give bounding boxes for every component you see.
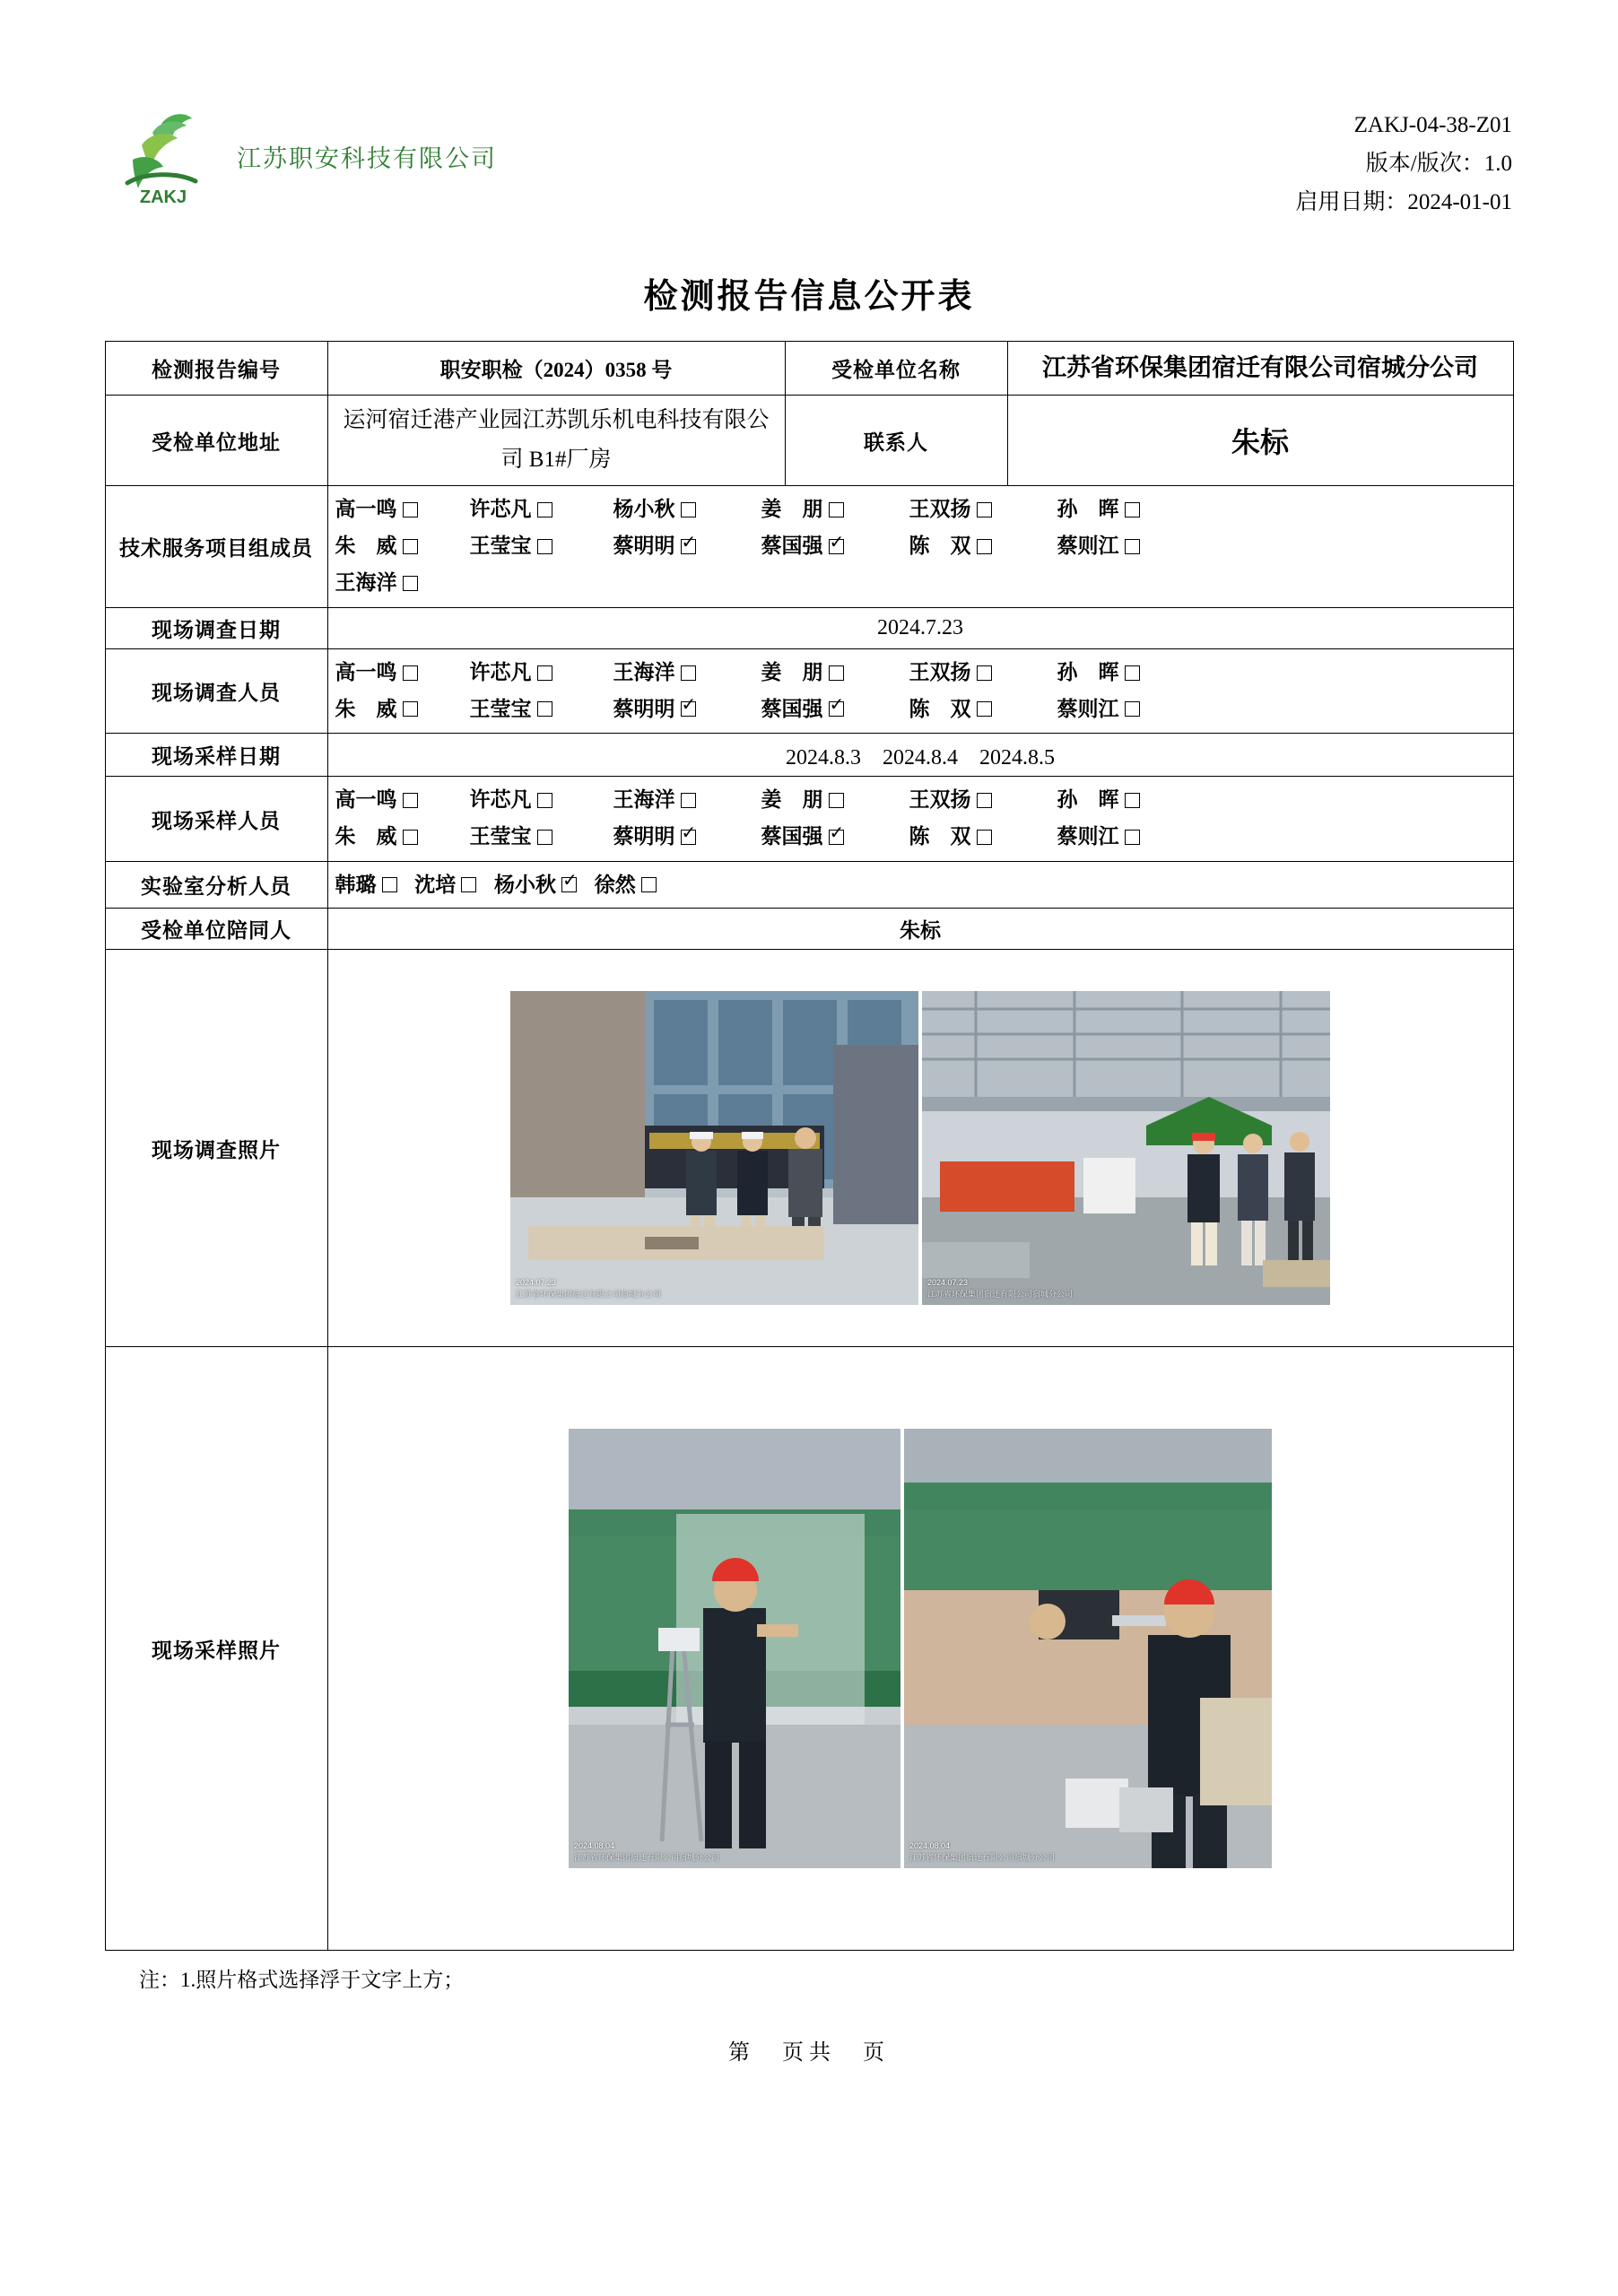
photo-timestamp: 2024.07.23 [516,1278,557,1288]
checkbox-item[interactable]: 许芯凡 [470,491,613,528]
checkbox-item[interactable]: 蔡则江 [1057,819,1192,856]
checkbox[interactable] [537,830,552,845]
label-contact: 联系人 [785,396,1007,486]
checkbox-item[interactable]: 高一鸣 [335,782,470,819]
photo-caption: 江苏省环保集团宿迁有限公司宿城分公司 [574,1853,720,1863]
survey-photo-2 [922,991,1330,1305]
checkbox[interactable] [1125,539,1140,554]
checkbox[interactable] [1125,830,1140,845]
checkbox-item[interactable]: 许芯凡 [470,782,613,819]
checkbox[interactable] [1125,701,1140,717]
checkbox[interactable] [1125,502,1140,517]
page-number: 第 页共 页 [728,2041,890,2066]
checkbox[interactable] [403,793,418,808]
label-survey-date: 现场调查日期 [105,607,327,648]
table-row-client-address [105,396,1513,486]
report-info-table [105,341,1514,1951]
sampling-photo-group [335,1352,1506,1944]
checkbox[interactable] [681,502,696,517]
checkbox-item[interactable]: 蔡国强 ✓ [761,819,909,856]
checkbox-item[interactable]: 朱 威 [335,528,470,565]
checkbox-item[interactable]: 高一鸣 [335,655,470,691]
checkbox-item[interactable]: 王海洋 [613,782,761,819]
checkbox-item[interactable]: 陈 双 [909,691,1057,728]
value-client-name: 江苏省环保集团宿迁有限公司宿城分公司 [1007,342,1513,396]
checkbox-item[interactable]: 高一鸣 [335,491,470,528]
checkbox-item[interactable]: 蔡明明 ✓ [613,528,761,565]
value-client-address: 运河宿迁港产业园江苏凯乐机电科技有限公司 B1#厂房 [327,396,785,486]
doc-code: ZAKJ-04-38-Z01 [1353,113,1512,137]
checkbox-item[interactable]: 孙 晖 [1057,782,1192,819]
label-client-name: 受检单位名称 [785,342,1007,396]
label-client-address: 受检单位地址 [105,396,327,486]
checkbox-item[interactable]: 朱 威 [335,819,470,856]
sampling-photo-cell [327,1347,1513,1951]
checkbox-item[interactable]: 王莹宝 [470,691,613,728]
checkbox[interactable] [829,539,844,554]
checkbox-item[interactable]: 徐然 [595,867,657,902]
checkbox[interactable] [537,665,552,681]
checkbox[interactable] [382,877,397,892]
checkbox[interactable] [977,793,992,808]
label-sampling-photos: 现场采样照片 [105,1347,327,1951]
checkbox[interactable] [537,539,552,554]
photo-caption: 江苏省环保集团宿迁有限公司宿城分公司 [909,1853,1056,1863]
sampling-photo-2 [904,1429,1272,1868]
doc-effective-date: 启用日期：2024-01-01 [1295,190,1512,214]
checkbox-item[interactable]: 姜 朋 [761,655,909,691]
label-team: 技术服务项目组成员 [105,485,327,607]
checkbox[interactable] [1125,793,1140,808]
checkbox[interactable] [829,830,844,845]
team-row-2 [335,528,1506,565]
checkbox-item[interactable]: 姜 朋 [761,782,909,819]
label-survey-staff: 现场调查人员 [105,648,327,734]
lab-staff-checkbox-grid [327,862,1513,909]
survey-photo-group [335,955,1506,1341]
checkbox[interactable] [977,830,992,845]
survey-row-2 [335,691,1506,728]
table-row-report-no [105,342,1513,396]
value-contact: 朱标 [1007,396,1513,486]
checkbox-item[interactable]: 蔡国强 ✓ [761,691,909,728]
checkbox[interactable] [403,830,418,845]
table-row-escort [105,909,1513,950]
company-name: 江苏职安科技有限公司 [237,144,497,172]
checkbox[interactable] [403,502,418,517]
checkbox[interactable] [829,701,844,717]
checkbox[interactable] [681,701,696,717]
checkbox[interactable] [829,793,844,808]
survey-photo-cell [327,950,1513,1347]
table-row-team [105,485,1513,607]
checkbox[interactable] [829,502,844,517]
table-row-sampling-photos [105,1347,1513,1951]
checkbox[interactable] [461,877,476,892]
label-report-no: 检测报告编号 [105,342,327,396]
checkbox[interactable] [977,502,992,517]
checkbox-item[interactable]: 陈 双 [909,819,1057,856]
company-logo-icon [106,106,221,206]
survey-photo-1 [510,991,918,1305]
survey-row-1 [335,655,1506,691]
label-lab-staff: 实验室分析人员 [105,862,327,909]
checkbox-item[interactable]: 孙 晖 [1057,655,1192,691]
checkbox-item[interactable]: 王双扬 [909,655,1057,691]
photo-caption: 江苏省环保集团宿迁有限公司宿城分公司 [927,1290,1074,1300]
checkbox-item[interactable]: 蔡则江 [1057,528,1192,565]
checkbox[interactable] [1125,665,1140,681]
table-row-lab-staff [105,862,1513,909]
checkbox-item[interactable]: 杨小秋 [613,491,761,528]
label-escort: 受检单位陪同人 [105,909,327,950]
table-row-survey-photos [105,950,1513,1347]
checkbox[interactable] [681,539,696,554]
label-sampling-date: 现场采样日期 [105,734,327,777]
checkbox-item[interactable]: 孙 晖 [1057,491,1192,528]
header-meta [1295,106,1512,222]
checkbox-item[interactable]: 王莹宝 [470,819,613,856]
checkbox-item[interactable]: 王海洋 [335,565,470,602]
checkbox[interactable] [829,665,844,681]
checkbox[interactable] [681,793,696,808]
checkbox-item[interactable]: 朱 威 [335,691,470,728]
checkbox[interactable] [561,877,577,892]
table-row-sampling-staff [105,777,1513,862]
sampling-photo-1 [569,1429,900,1868]
table-row-survey-date [105,607,1513,648]
team-row-1 [335,491,1506,528]
table-row-survey-staff [105,648,1513,734]
checkbox[interactable] [537,502,552,517]
label-survey-photos: 现场调查照片 [105,950,327,1347]
photo-timestamp: 2024.08.04 [909,1841,951,1851]
checkbox[interactable] [681,830,696,845]
checkbox[interactable] [641,877,657,892]
checkbox-item[interactable]: 蔡国强 ✓ [761,528,909,565]
checkbox[interactable] [403,576,418,591]
checkbox[interactable] [403,539,418,554]
checkbox[interactable] [977,665,992,681]
checkbox-item[interactable]: 姜 朋 [761,491,909,528]
checkbox-item[interactable]: 陈 双 [909,528,1057,565]
checkbox-item[interactable]: 蔡则江 [1057,691,1192,728]
sampling-row-2 [335,819,1506,856]
checkbox-item[interactable]: 杨小秋 ✓ [494,867,577,902]
brand-block [106,106,497,206]
doc-version: 版本/版次：1.0 [1365,152,1512,176]
checkbox-item[interactable]: 王莹宝 [470,528,613,565]
team-row-3 [335,565,1506,602]
document-header [0,0,1618,222]
value-report-no: 职安职检（2024）0358 号 [327,342,785,396]
svg-text:ZAKJ: ZAKJ [139,187,187,206]
checkbox-item[interactable]: 王双扬 [909,782,1057,819]
checkbox-item[interactable]: 许芯凡 [470,655,613,691]
footnote: 注：1.照片格式选择浮于文字上方； [139,1969,465,1992]
survey-staff-checkbox-grid [327,648,1513,734]
value-sampling-date: 2024.8.3 2024.8.4 2024.8.5 [327,734,1513,777]
checkbox[interactable] [403,701,418,717]
sampling-staff-checkbox-grid [327,777,1513,862]
page-title: 检测报告信息公开表 [643,278,975,316]
table-row-sampling-date [105,734,1513,777]
checkbox-item[interactable]: 韩璐 [335,867,397,902]
checkbox-item[interactable]: 王双扬 [909,491,1057,528]
checkbox[interactable] [977,539,992,554]
team-member-checkbox-grid [327,485,1513,607]
checkbox[interactable] [403,665,418,681]
checkbox-item[interactable]: 蔡明明 ✓ [613,691,761,728]
value-survey-date: 2024.7.23 [327,607,1513,648]
checkbox[interactable] [537,701,552,717]
photo-timestamp: 2024.07.23 [927,1278,969,1288]
checkbox[interactable] [681,665,696,681]
checkbox[interactable] [977,701,992,717]
checkbox-item[interactable]: 沈培 [414,867,476,902]
checkbox-item[interactable]: 蔡明明 ✓ [613,819,761,856]
sampling-row-1 [335,782,1506,819]
checkbox-item[interactable]: 王海洋 [613,655,761,691]
checkbox[interactable] [537,793,552,808]
label-sampling-staff: 现场采样人员 [105,777,327,862]
photo-caption: 江苏省环保集团宿迁有限公司宿城分公司 [516,1290,662,1300]
photo-timestamp: 2024.08.04 [574,1841,615,1851]
value-escort: 朱标 [327,909,1513,950]
